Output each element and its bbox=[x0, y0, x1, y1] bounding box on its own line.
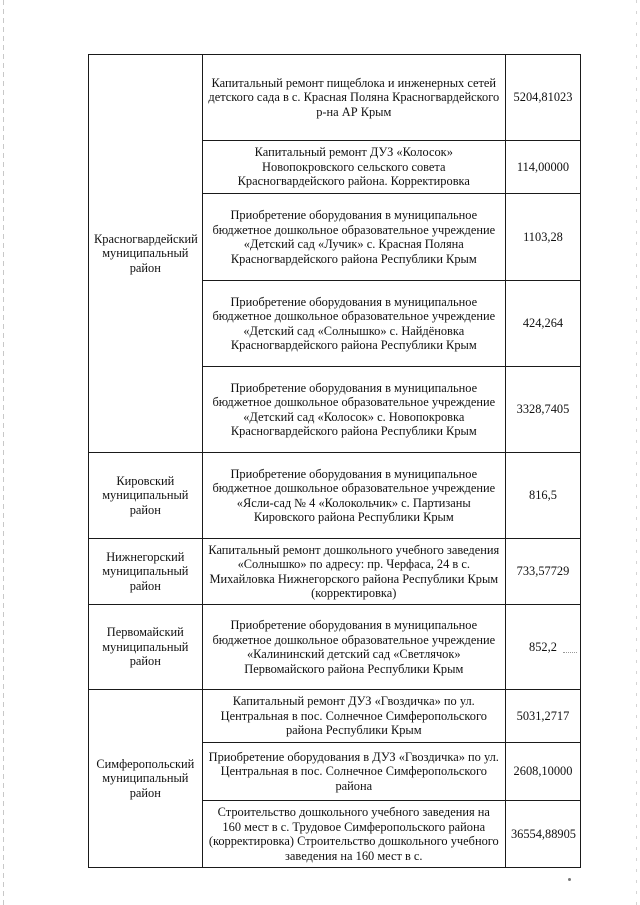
project-description: Приобретение оборудования в ДУЗ «Гвоздичка» по ул. Центральная в пос. Солнечное Симферопольского района bbox=[202, 743, 505, 801]
project-amount: 424,264 bbox=[505, 281, 580, 367]
district-cell-nizhnegorsky: Нижнегорский муниципальный район bbox=[89, 539, 203, 605]
project-description: Приобретение оборудования в муниципальное бюджетное дошкольное образовательное учреждение «Калининский детский сад «Светлячок» Первомайского района Республики Крым bbox=[202, 605, 505, 690]
project-description: Приобретение оборудования в муниципальное бюджетное дошкольное образовательное учреждение «Детский сад «Лучик» с. Красная Поляна Красногвардейского района Республики Крым bbox=[202, 194, 505, 281]
project-amount: 816,5 bbox=[505, 453, 580, 539]
project-description: Капитальный ремонт ДУЗ «Гвоздичка» по ул. Центральная в пос. Солнечное Симферопольского района Республики Крым bbox=[202, 690, 505, 743]
project-description: Строительство дошкольного учебного заведения на 160 мест в с. Трудовое Симферопольского района (корректировка) Строительство дошкольного учебного заведения на 160 мест в с. bbox=[202, 801, 505, 868]
scan-artifact bbox=[563, 652, 577, 654]
project-amount: 114,00000 bbox=[505, 141, 580, 194]
funding-table bbox=[88, 54, 581, 868]
table-row bbox=[89, 539, 581, 605]
project-amount: 3328,7405 bbox=[505, 367, 580, 453]
project-amount: 1103,28 bbox=[505, 194, 580, 281]
scan-edge-left bbox=[3, 0, 4, 905]
scan-edge-right bbox=[636, 0, 637, 905]
project-description: Приобретение оборудования в муниципальное бюджетное дошкольное образовательное учреждение «Детский сад «Колосок» с. Новопокровка Красногвардейского района Республики Крым bbox=[202, 367, 505, 453]
table-row bbox=[89, 453, 581, 539]
table-row bbox=[89, 55, 581, 141]
project-amount: 2608,10000 bbox=[505, 743, 580, 801]
scan-artifact bbox=[568, 878, 571, 881]
project-amount: 36554,88905 bbox=[505, 801, 580, 868]
district-cell-pervomaysky: Первомайский муниципальный район bbox=[89, 605, 203, 690]
project-description: Капитальный ремонт ДУЗ «Колосок» Новопокровского сельского совета Красногвардейского района. Корректировка bbox=[202, 141, 505, 194]
district-cell-krasnogvardeysky: Красногвардейский муниципальный район bbox=[89, 55, 203, 453]
district-cell-kirovsky: Кировский муниципальный район bbox=[89, 453, 203, 539]
project-description: Приобретение оборудования в муниципальное бюджетное дошкольное образовательное учреждение «Детский сад «Солнышко» с. Найдёновка Красногвардейского района Республики Крым bbox=[202, 281, 505, 367]
project-description: Приобретение оборудования в муниципальное бюджетное дошкольное образовательное учреждение «Ясли-сад № 4 «Колокольчик» с. Партизаны Кировского района Республики Крым bbox=[202, 453, 505, 539]
project-amount: 852,2 bbox=[505, 605, 580, 690]
project-amount: 5204,81023 bbox=[505, 55, 580, 141]
project-amount: 733,57729 bbox=[505, 539, 580, 605]
table-row bbox=[89, 690, 581, 743]
table-row bbox=[89, 605, 581, 690]
project-description: Капитальный ремонт дошкольного учебного заведения «Солнышко» по адресу: пр. Черфаса, 24 в с. Михайловка Нижнегорского района Республики Крым (корректировка) bbox=[202, 539, 505, 605]
district-cell-simferopolsky: Симферопольский муниципальный район bbox=[89, 690, 203, 868]
project-description: Капитальный ремонт пищеблока и инженерных сетей детского сада в с. Красная Поляна Красногвардейского р-на АР Крым bbox=[202, 55, 505, 141]
project-amount: 5031,2717 bbox=[505, 690, 580, 743]
